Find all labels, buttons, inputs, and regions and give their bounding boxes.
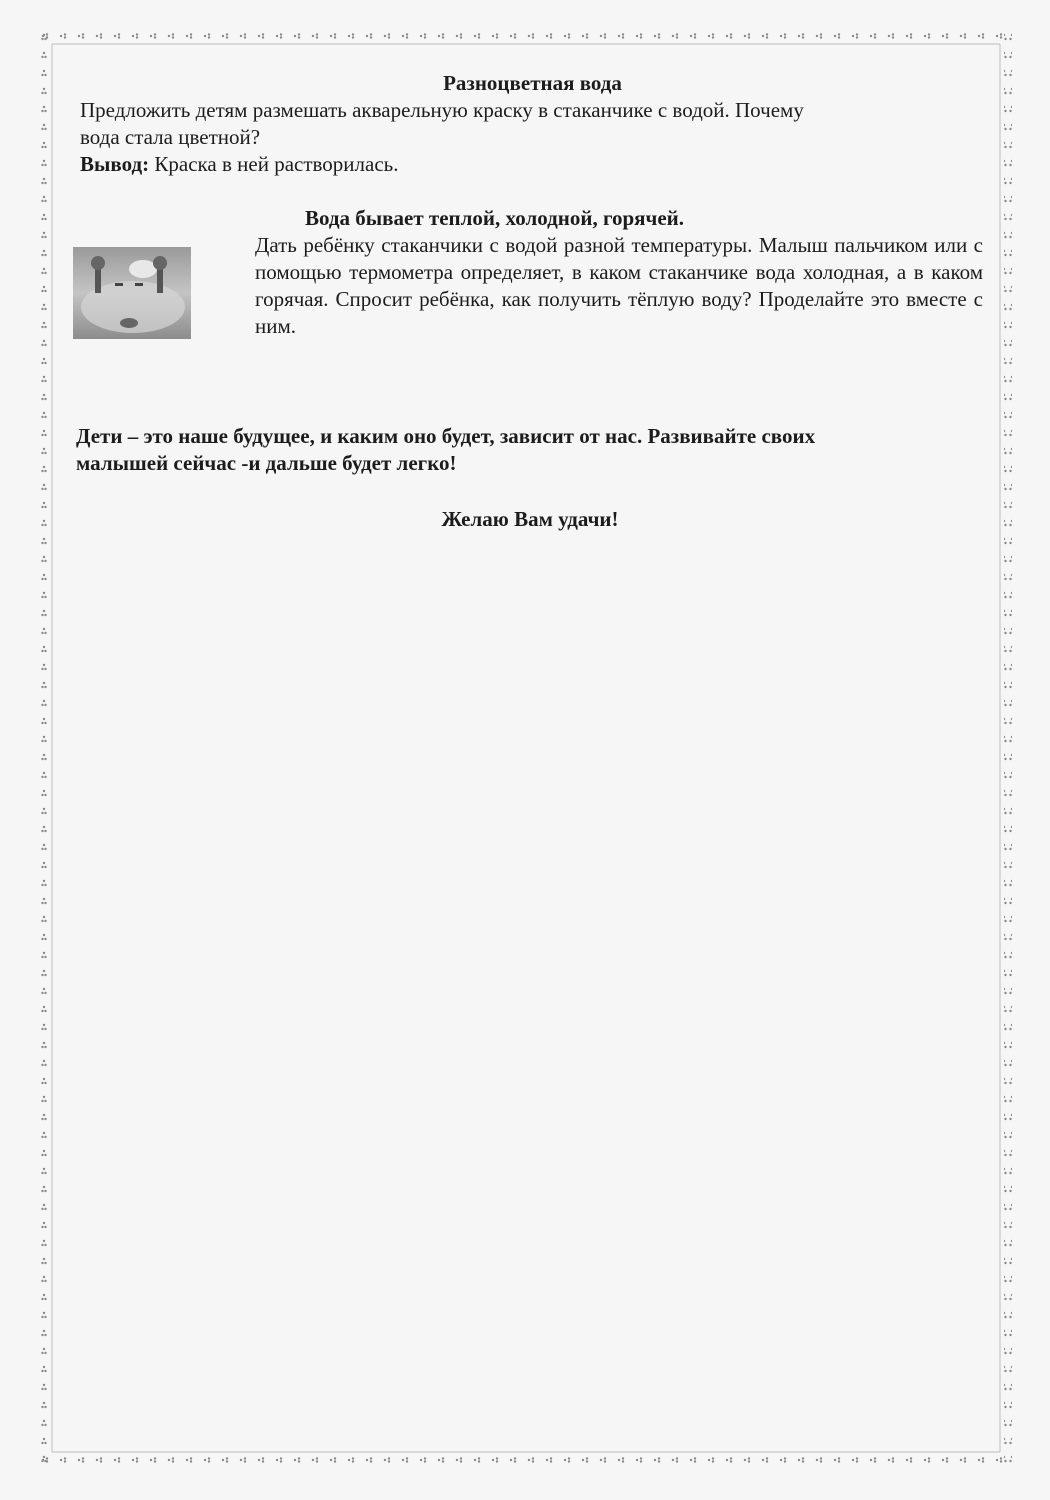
- closing-line2: малышей сейчас -и дальше будет легко!: [76, 451, 457, 475]
- wish-text: Желаю Вам удачи!: [441, 507, 619, 531]
- conclusion-text: Краска в ней растворилась.: [149, 152, 399, 176]
- section1-line2: вода стала цветной?: [80, 125, 261, 149]
- closing-line1: Дети – это наше будущее, и каким оно будет, зависит от нас. Развивайте своих: [76, 424, 816, 448]
- section1-conclusion: [80, 151, 985, 178]
- section2-title: Вода бывает теплой, холодной, горячей.: [305, 206, 685, 230]
- faucet-photo: [73, 247, 191, 339]
- section2-body: Дать ребёнку стаканчики с водой разной температуры. Малыш пальчиком или с помощью термометра определяет, в каком стаканчике вода холодная, а в каком горячая. Спросит ребёнка, как получить тёплую воду? Проделайте это вместе с ним.: [255, 233, 983, 338]
- closing-text: [76, 423, 986, 477]
- section1-title: Разноцветная вода: [443, 71, 622, 95]
- content-area: [80, 70, 985, 355]
- conclusion-label: Вывод:: [80, 152, 150, 176]
- section2: [80, 205, 985, 355]
- section1-line1: Предложить детям размешать акварельную краску в стаканчике с водой. Почему: [80, 98, 804, 122]
